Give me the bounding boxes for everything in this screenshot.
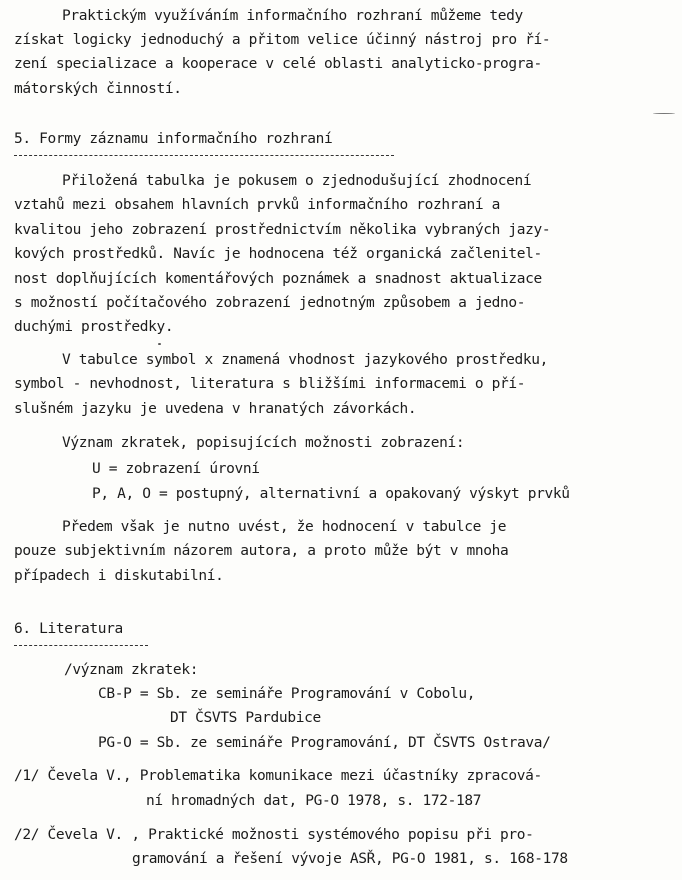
lit-abbrev-cbp-cont: DT ČSVTS Pardubice bbox=[170, 710, 321, 726]
abbrev-intro: Význam zkratek, popisujících možnosti zobrazení: bbox=[62, 435, 465, 451]
reference-2: /2/ Čevela V. , Praktické možnosti systémového popisu při pro- bbox=[14, 827, 534, 843]
scan-speck bbox=[158, 343, 161, 345]
reference-1-cont: ní hromadných dat, PG-O 1978, s. 172-187 bbox=[146, 793, 482, 809]
para-line: případech i diskutabilní. bbox=[14, 568, 224, 584]
lit-abbrev-cbp: CB-P = Sb. ze semináře Programování v Cobolu, bbox=[98, 686, 476, 702]
intro-line: Praktickým využíváním informačního rozhraní můžeme tedy bbox=[62, 8, 523, 24]
para-line: nost doplňujících komentářových poznámek a snadnost aktualizace bbox=[14, 271, 542, 287]
para-line: pouze subjektivním názorem autora, a proto může být v mnoha bbox=[14, 543, 509, 559]
intro-line: získat logicky jednoduchý a přitom velice účinný nástroj pro ří- bbox=[14, 32, 551, 48]
para-line: kvalitou jeho zobrazení prostřednictvím několika vybraných jazy- bbox=[14, 222, 551, 238]
abbrev-u: U = zobrazení úrovní bbox=[92, 461, 260, 477]
section-6-underline bbox=[14, 645, 148, 646]
intro-line: mátorských činností. bbox=[14, 81, 182, 97]
para-line: duchými prostředky. bbox=[14, 319, 174, 335]
lit-abbrev-title: /význam zkratek: bbox=[64, 662, 199, 678]
intro-line: zení specializace a kooperace v celé oblasti analyticko-progra- bbox=[14, 56, 542, 72]
section-5-underline bbox=[14, 155, 394, 156]
scan-mark bbox=[653, 113, 675, 114]
para-line: Přiložená tabulka je pokusem o zjednodušující zhodnocení bbox=[62, 173, 532, 189]
abbrev-pao: P, A, O = postupný, alternativní a opakovaný výskyt prvků bbox=[92, 486, 570, 502]
para-line: Předem však je nutno uvést, že hodnocení v tabulce je bbox=[62, 519, 507, 535]
lit-abbrev-pgo: PG-O = Sb. ze semináře Programování, DT ČSVTS Ostrava/ bbox=[98, 735, 551, 751]
reference-2-cont: gramování a řešení vývoje ASŘ, PG-O 1981, s. 168-178 bbox=[132, 851, 568, 867]
para-line: symbol - nevhodnost, literatura s bližšími informacemi o pří- bbox=[14, 376, 526, 392]
section-5-heading: 5. Formy záznamu informačního rozhraní bbox=[14, 131, 333, 147]
reference-1: /1/ Čevela V., Problematika komunikace mezi účastníky zpracová- bbox=[14, 768, 542, 784]
para-line: slušném jazyku je uvedena v hranatých závorkách. bbox=[14, 401, 417, 417]
para-line: vztahů mezi obsahem hlavních prvků informačního rozhraní a bbox=[14, 197, 501, 213]
section-6-heading: 6. Literatura bbox=[14, 621, 123, 637]
para-line: V tabulce symbol x znamená vhodnost jazykového prostředku, bbox=[62, 352, 549, 368]
para-line: kových prostředků. Navíc je hodnocena též organická začlenitel- bbox=[14, 246, 542, 262]
para-line: s možností počítačového zobrazení jednotným způsobem a jedno- bbox=[14, 295, 526, 311]
